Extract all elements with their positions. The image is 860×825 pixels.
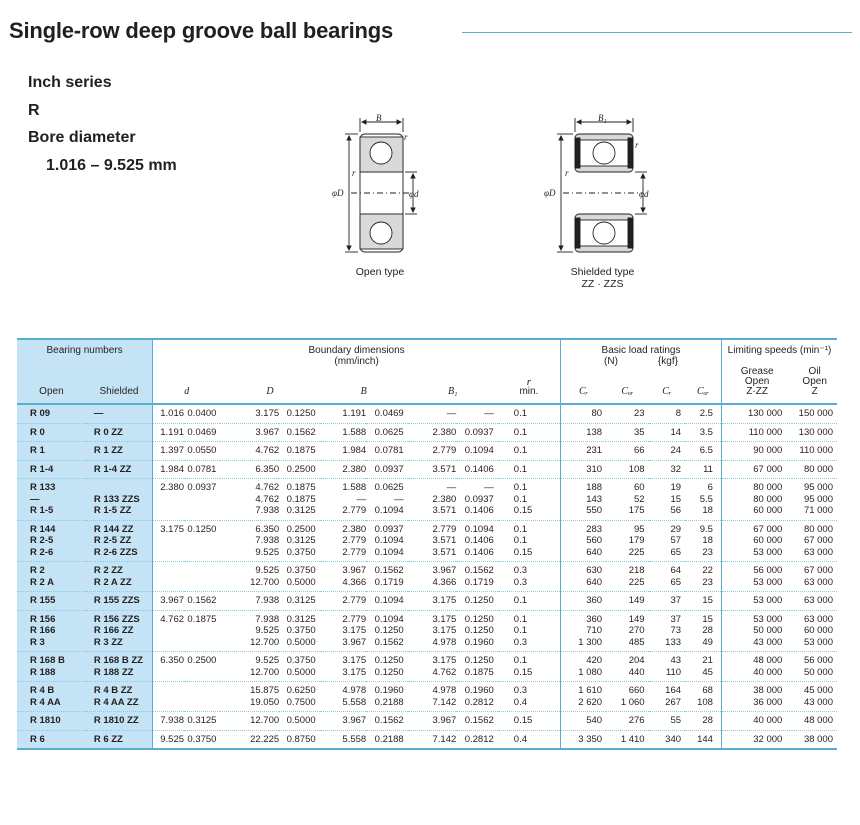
B-inch: 0.0625 — 0.1094 bbox=[374, 482, 404, 516]
hdr-D: D bbox=[266, 386, 274, 397]
shielded-type-drawing bbox=[543, 112, 663, 262]
hdr-cr: Cᵣ bbox=[578, 386, 589, 397]
shielded-bearing-number: R 1810 ZZ bbox=[86, 712, 153, 731]
oil-speed: 80 000 bbox=[803, 463, 833, 475]
cor-kgf: 2.5 bbox=[685, 404, 721, 423]
r-min: 0.1 bbox=[498, 423, 561, 442]
hdr-B: B bbox=[360, 386, 367, 397]
cor-n: 1 410 bbox=[620, 733, 645, 745]
cr-n: 540 bbox=[586, 715, 603, 726]
shielded-bearing-number: R 1 ZZ bbox=[86, 442, 153, 461]
open-type-caption: Open type bbox=[355, 266, 405, 278]
d-mm: 1.016 bbox=[160, 408, 185, 419]
cor-kgf: 21 45 bbox=[685, 652, 721, 682]
cor-kgf: 144 bbox=[685, 730, 721, 749]
B-mm: 3.967 bbox=[342, 715, 367, 726]
d-inch: 0.0400 bbox=[187, 408, 217, 419]
shielded-bearing-number: R 133 ZZS R 1-5 ZZ bbox=[86, 479, 153, 521]
series-info bbox=[28, 69, 177, 179]
B1-mm: 2.779 3.571 3.571 bbox=[432, 523, 457, 558]
open-bearing-number: R 09 bbox=[17, 404, 86, 423]
table-row bbox=[17, 730, 837, 749]
page-title: Single-row deep groove ball bearings bbox=[9, 18, 393, 43]
B1-mm: 3.175 3.175 4.978 bbox=[432, 613, 457, 648]
shield-label-r2: r bbox=[565, 168, 569, 178]
d-inch: 0.0781 bbox=[187, 463, 217, 475]
B-mm: 2.380 bbox=[342, 463, 367, 475]
D-mm: 6.350 7.938 9.525 bbox=[255, 523, 280, 558]
cr-kgf: 164 267 bbox=[665, 685, 682, 708]
B-inch: 0.2188 bbox=[374, 733, 404, 745]
shield-label-r: r bbox=[635, 140, 639, 150]
r-min: 0.4 bbox=[498, 730, 561, 749]
hdr-B1: B₁ bbox=[447, 386, 458, 397]
shielded-bearing-number: R 155 ZZS bbox=[86, 592, 153, 611]
D-inch: 0.2500 bbox=[286, 463, 316, 475]
cor-kgf: 6.5 bbox=[685, 442, 721, 461]
d-mm: 9.525 bbox=[160, 733, 185, 745]
D-mm: 15.875 19.050 bbox=[250, 685, 280, 708]
open-bearing-number: R 133 — R 1-5 bbox=[17, 479, 86, 521]
B-mm: 3.175 3.175 bbox=[342, 655, 367, 678]
table-row bbox=[17, 404, 837, 423]
D-mm: 4.762 bbox=[255, 445, 280, 456]
open-bearing-number: R 155 bbox=[17, 592, 86, 611]
cor-n: 66 bbox=[634, 445, 645, 456]
table-row bbox=[17, 520, 837, 562]
shielded-bearing-number: R 1-4 ZZ bbox=[86, 460, 153, 479]
B1-inch: 0.1562 0.1719 bbox=[464, 565, 494, 588]
B1-mm: 3.967 bbox=[432, 715, 457, 726]
D-mm: 3.967 bbox=[255, 426, 280, 438]
r-min: 0.1 bbox=[498, 592, 561, 611]
d-inch bbox=[184, 682, 220, 712]
D-mm: 7.938 9.525 12.700 bbox=[250, 613, 280, 648]
cor-kgf: 3.5 bbox=[685, 423, 721, 442]
r-min: 0.3 0.4 bbox=[498, 682, 561, 712]
d-mm bbox=[153, 682, 184, 712]
d-inch: 0.0469 bbox=[187, 426, 217, 438]
open-label-r2: r bbox=[352, 168, 356, 178]
open-bearing-number: R 1-4 bbox=[17, 460, 86, 479]
D-inch: 0.3125 bbox=[286, 595, 316, 606]
B1-mm: 3.571 bbox=[432, 463, 457, 475]
d-inch: 0.1875 bbox=[187, 613, 217, 625]
D-mm: 7.938 bbox=[255, 595, 280, 606]
cor-n: 149 bbox=[628, 595, 645, 606]
hdr-load-ratings: Basic load ratings (N) {kgf} bbox=[561, 339, 722, 367]
grease-speed: 110 000 bbox=[748, 426, 783, 438]
open-bearing-number: R 1810 bbox=[17, 712, 86, 731]
open-label-d: φd bbox=[409, 189, 419, 199]
B-mm: 5.558 bbox=[342, 733, 367, 745]
cr-n: 360 710 1 300 bbox=[578, 613, 603, 648]
hdr-limiting-speeds: Limiting speeds (min⁻¹) bbox=[727, 345, 832, 356]
hdr-cr-kgf: Cᵣ bbox=[662, 386, 672, 397]
oil-speed: 63 000 bbox=[803, 595, 833, 606]
cor-kgf: 6 5.5 18 bbox=[685, 479, 721, 521]
grease-speed: 80 000 80 000 60 000 bbox=[753, 482, 783, 516]
D-mm: 3.175 bbox=[255, 408, 280, 419]
D-mm: 22.225 bbox=[250, 733, 280, 745]
B1-mm: 3.175 4.762 bbox=[432, 655, 457, 678]
B-inch: 0.0469 bbox=[374, 408, 404, 419]
table-row bbox=[17, 652, 837, 682]
shielded-bearing-number: R 156 ZZS R 166 ZZ R 3 ZZ bbox=[86, 610, 153, 652]
cr-n: 630 640 bbox=[586, 565, 603, 588]
cr-kgf: 64 65 bbox=[670, 565, 682, 588]
oil-speed: 63 000 60 000 53 000 bbox=[803, 613, 833, 648]
oil-speed: 45 000 43 000 bbox=[803, 685, 833, 708]
table-row bbox=[17, 460, 837, 479]
B-inch: 0.1094 0.1250 0.1562 bbox=[374, 613, 404, 648]
open-bearing-number: R 0 bbox=[17, 423, 86, 442]
B-mm: 2.779 bbox=[342, 595, 367, 606]
D-inch: 0.5000 bbox=[286, 715, 316, 726]
B-mm: 1.191 bbox=[342, 408, 367, 419]
B1-inch: — 0.0937 0.1406 bbox=[464, 482, 494, 516]
r-min: 0.1 bbox=[498, 460, 561, 479]
D-inch: 0.1875 bbox=[286, 445, 316, 456]
d-mm: 6.350 bbox=[160, 655, 185, 666]
grease-speed: 32 000 bbox=[753, 733, 783, 745]
open-bearing-number: R 1 bbox=[17, 442, 86, 461]
cr-kgf: 14 bbox=[670, 426, 682, 438]
oil-speed: 95 000 95 000 71 000 bbox=[803, 482, 833, 516]
shielded-bearing-number: R 168 B ZZ R 188 ZZ bbox=[86, 652, 153, 682]
hdr-r: r min. bbox=[498, 367, 561, 404]
B1-inch: 0.1960 0.2812 bbox=[464, 685, 494, 708]
cor-n: 95 179 225 bbox=[628, 523, 645, 558]
B1-inch: 0.1406 bbox=[464, 463, 494, 475]
B1-mm: — bbox=[446, 408, 457, 419]
d-inch: 0.1562 bbox=[187, 595, 217, 606]
cr-kgf: 32 bbox=[670, 463, 682, 475]
cr-kgf: 8 bbox=[675, 408, 682, 419]
D-inch: 0.6250 0.7500 bbox=[286, 685, 316, 708]
open-label-b: B bbox=[376, 113, 382, 123]
B-inch: 0.0937 0.1094 0.1094 bbox=[374, 523, 404, 558]
oil-speed: 56 000 50 000 bbox=[803, 655, 833, 678]
B-inch: 0.1562 0.1719 bbox=[374, 565, 404, 588]
oil-speed: 67 000 63 000 bbox=[803, 565, 833, 588]
bore-range: 1.016 – 9.525 mm bbox=[46, 156, 177, 174]
cr-kgf: 24 bbox=[670, 445, 682, 456]
open-bearing-number: R 144 R 2-5 R 2-6 bbox=[17, 520, 86, 562]
cr-kgf: 37 bbox=[670, 595, 682, 606]
B1-mm: 3.175 bbox=[432, 595, 457, 606]
title-rule bbox=[462, 32, 852, 33]
shielded-caption-line1: Shielded type bbox=[570, 266, 635, 278]
series-name: Inch series bbox=[28, 74, 112, 91]
cr-n: 1 610 2 620 bbox=[578, 685, 603, 708]
oil-speed: 150 000 bbox=[798, 408, 833, 419]
cor-n: 23 bbox=[634, 408, 645, 419]
D-mm: 12.700 bbox=[250, 715, 280, 726]
D-inch: 0.2500 0.3125 0.3750 bbox=[286, 523, 316, 558]
cr-n: 80 bbox=[591, 408, 603, 419]
open-bearing-number: R 2 R 2 A bbox=[17, 562, 86, 592]
B1-inch: 0.1094 0.1406 0.1406 bbox=[464, 523, 494, 558]
oil-speed: 110 000 bbox=[799, 445, 833, 456]
shield-label-D: φD bbox=[544, 188, 556, 198]
oil-speed: 48 000 bbox=[803, 715, 833, 726]
d-mm: 3.967 bbox=[160, 595, 185, 606]
cr-kgf: 29 57 65 bbox=[670, 523, 682, 558]
cr-n: 3 350 bbox=[578, 733, 603, 745]
D-mm: 9.525 12.700 bbox=[250, 655, 280, 678]
B1-mm: 2.779 bbox=[432, 445, 457, 456]
cr-kgf: 37 73 133 bbox=[665, 613, 682, 648]
cr-kgf: 55 bbox=[670, 715, 682, 726]
cr-n: 138 bbox=[586, 426, 603, 438]
hdr-cor-kgf: Cₒᵣ bbox=[685, 367, 721, 404]
B-mm: 1.588 — 2.779 bbox=[342, 482, 367, 516]
B-inch: 0.0781 bbox=[374, 445, 404, 456]
B-mm: 1.588 bbox=[342, 426, 367, 438]
hdr-shielded: Shielded bbox=[86, 367, 153, 404]
B1-inch: 0.0937 bbox=[464, 426, 494, 438]
bore-label: Bore diameter bbox=[28, 129, 136, 146]
D-mm: 9.525 12.700 bbox=[250, 565, 280, 588]
r-min: 0.1 0.1 0.3 bbox=[498, 610, 561, 652]
table-row bbox=[17, 479, 837, 521]
open-bearing-number: R 4 B R 4 AA bbox=[17, 682, 86, 712]
oil-speed: 130 000 bbox=[798, 426, 833, 438]
B-mm: 4.978 5.558 bbox=[342, 685, 367, 708]
d-mm: 4.762 bbox=[160, 613, 185, 625]
cr-n: 310 bbox=[586, 463, 603, 475]
shield-label-b1: B₁ bbox=[598, 113, 607, 123]
cor-kgf: 11 bbox=[685, 460, 721, 479]
table-row bbox=[17, 442, 837, 461]
table-row bbox=[17, 423, 837, 442]
d-inch: 0.0550 bbox=[187, 445, 217, 456]
B-inch: 0.0625 bbox=[374, 426, 404, 438]
spec-table-body bbox=[17, 404, 837, 749]
cr-n: 420 1 080 bbox=[578, 655, 603, 678]
cr-n: 188 143 550 bbox=[586, 482, 603, 516]
B1-inch: — bbox=[484, 408, 494, 419]
r-min: 0.3 0.3 bbox=[498, 562, 561, 592]
B1-inch: 0.1250 0.1875 bbox=[464, 655, 494, 678]
grease-speed: 56 000 53 000 bbox=[753, 565, 783, 588]
cor-n: 660 1 060 bbox=[620, 685, 645, 708]
d-mm: 1.397 bbox=[160, 445, 185, 456]
table-row bbox=[17, 592, 837, 611]
cr-kgf: 43 110 bbox=[665, 655, 682, 678]
d-mm bbox=[153, 562, 184, 592]
B-mm: 2.380 2.779 2.779 bbox=[342, 523, 367, 558]
series-code: R bbox=[28, 101, 40, 119]
cor-kgf: 15 28 49 bbox=[685, 610, 721, 652]
grease-speed: 53 000 bbox=[753, 595, 783, 606]
open-label-D: φD bbox=[332, 188, 344, 198]
D-inch: 0.3750 0.5000 bbox=[286, 565, 316, 588]
shielded-bearing-number: — bbox=[86, 404, 153, 423]
cor-n: 108 bbox=[628, 463, 645, 475]
oil-speed: 38 000 bbox=[803, 733, 833, 745]
d-inch: 0.3750 bbox=[187, 733, 217, 745]
r-min: 0.1 0.1 0.15 bbox=[498, 520, 561, 562]
cor-kgf: 22 23 bbox=[685, 562, 721, 592]
r-min: 0.1 0.15 bbox=[498, 652, 561, 682]
oil-speed: 80 000 67 000 63 000 bbox=[803, 523, 833, 558]
r-min: 0.1 bbox=[498, 404, 561, 423]
grease-speed: 48 000 40 000 bbox=[753, 655, 783, 678]
d-mm: 1.984 bbox=[160, 463, 185, 475]
grease-speed: 40 000 bbox=[753, 715, 783, 726]
open-bearing-number: R 6 bbox=[17, 730, 86, 749]
B1-inch: 0.1562 bbox=[464, 715, 494, 726]
B-inch: 0.1094 bbox=[374, 595, 404, 606]
d-mm: 3.175 bbox=[160, 523, 185, 535]
B1-inch: 0.1250 0.1250 0.1960 bbox=[464, 613, 494, 648]
cr-n: 231 bbox=[586, 445, 603, 456]
grease-speed: 67 000 60 000 53 000 bbox=[753, 523, 783, 558]
cr-n: 360 bbox=[586, 595, 603, 606]
r-min: 0.1 bbox=[498, 442, 561, 461]
cor-n: 35 bbox=[634, 426, 645, 438]
grease-speed: 53 000 50 000 43 000 bbox=[753, 613, 783, 648]
cor-n: 276 bbox=[628, 715, 645, 726]
D-inch: 0.3125 0.3750 0.5000 bbox=[286, 613, 316, 648]
d-inch: 0.3125 bbox=[187, 715, 217, 726]
B-mm: 1.984 bbox=[342, 445, 367, 456]
open-bearing-number: R 156 R 166 R 3 bbox=[17, 610, 86, 652]
B-inch: 0.0937 bbox=[374, 463, 404, 475]
grease-speed: 38 000 36 000 bbox=[753, 685, 783, 708]
open-label-r: r bbox=[404, 132, 408, 142]
table-row bbox=[17, 562, 837, 592]
shielded-bearing-number: R 2 ZZ R 2 A ZZ bbox=[86, 562, 153, 592]
d-mm: 2.380 bbox=[160, 482, 185, 493]
table-row bbox=[17, 682, 837, 712]
D-mm: 6.350 bbox=[255, 463, 280, 475]
B1-inch: 0.1094 bbox=[464, 445, 494, 456]
D-inch: 0.1562 bbox=[286, 426, 316, 438]
cor-n: 60 52 175 bbox=[628, 482, 645, 516]
shielded-bearing-number: R 0 ZZ bbox=[86, 423, 153, 442]
d-inch bbox=[184, 562, 220, 592]
cor-kgf: 28 bbox=[685, 712, 721, 731]
d-inch: 0.2500 bbox=[187, 655, 217, 666]
D-inch: 0.1250 bbox=[286, 408, 316, 419]
grease-speed: 90 000 bbox=[753, 445, 783, 456]
cr-kgf: 19 15 56 bbox=[670, 482, 682, 516]
cor-kgf: 15 bbox=[685, 592, 721, 611]
table-row bbox=[17, 610, 837, 652]
cor-n: 218 225 bbox=[628, 565, 645, 588]
B-inch: 0.1562 bbox=[374, 715, 404, 726]
hdr-d: d bbox=[184, 386, 190, 397]
hdr-boundary: Boundary dimensions (mm/inch) bbox=[153, 339, 561, 367]
hdr-open: Open bbox=[17, 367, 86, 404]
D-inch: 0.1875 0.1875 0.3125 bbox=[286, 482, 316, 516]
B-mm: 3.967 4.366 bbox=[342, 565, 367, 588]
d-inch: 0.1250 bbox=[187, 523, 217, 535]
B-mm: 2.779 3.175 3.967 bbox=[342, 613, 367, 648]
shielded-bearing-number: R 144 ZZ R 2-5 ZZ R 2-6 ZZS bbox=[86, 520, 153, 562]
D-mm: 4.762 4.762 7.938 bbox=[255, 482, 280, 516]
D-inch: 0.8750 bbox=[286, 733, 316, 745]
shielded-bearing-number: R 6 ZZ bbox=[86, 730, 153, 749]
B-inch: 0.1960 0.2188 bbox=[374, 685, 404, 708]
D-inch: 0.3750 0.5000 bbox=[286, 655, 316, 678]
shielded-bearing-number: R 4 B ZZ R 4 AA ZZ bbox=[86, 682, 153, 712]
B1-inch: 0.2812 bbox=[464, 733, 494, 745]
cor-n: 204 440 bbox=[628, 655, 645, 678]
d-inch: 0.0937 bbox=[187, 482, 217, 493]
open-type-drawing bbox=[325, 112, 435, 262]
d-mm: 1.191 bbox=[160, 426, 185, 438]
B-inch: 0.1250 0.1250 bbox=[374, 655, 404, 678]
shielded-caption-line2: ZZ · ZZS bbox=[581, 278, 624, 290]
shield-label-d: φd bbox=[639, 189, 649, 199]
cr-kgf: 340 bbox=[665, 733, 682, 745]
B1-inch: 0.1250 bbox=[464, 595, 494, 606]
hdr-grease: Grease Open Z·ZZ bbox=[740, 366, 774, 397]
B1-mm: 7.142 bbox=[432, 733, 457, 745]
hdr-bearing-numbers: Bearing numbers bbox=[17, 339, 153, 367]
cor-kgf: 68 108 bbox=[685, 682, 721, 712]
cr-n: 283 560 640 bbox=[586, 523, 603, 558]
B1-mm: 2.380 bbox=[432, 426, 457, 438]
open-bearing-number: R 168 B R 188 bbox=[17, 652, 86, 682]
hdr-cor: Cₒᵣ bbox=[621, 386, 634, 397]
B1-mm: 3.967 4.366 bbox=[432, 565, 457, 588]
table-row bbox=[17, 712, 837, 731]
grease-speed: 130 000 bbox=[747, 408, 783, 419]
hdr-oil: Oil Open Z bbox=[802, 366, 827, 397]
B1-mm: 4.978 7.142 bbox=[432, 685, 457, 708]
d-mm: 7.938 bbox=[160, 715, 185, 726]
grease-speed: 67 000 bbox=[753, 463, 783, 475]
shielded-type-caption bbox=[555, 266, 650, 290]
bearing-spec-table bbox=[17, 338, 837, 750]
cor-kgf: 9.5 18 23 bbox=[685, 520, 721, 562]
B1-mm: — 2.380 3.571 bbox=[432, 482, 457, 516]
r-min: 0.15 bbox=[498, 712, 561, 731]
r-min: 0.1 0.1 0.15 bbox=[498, 479, 561, 521]
cor-n: 149 270 485 bbox=[628, 613, 645, 648]
